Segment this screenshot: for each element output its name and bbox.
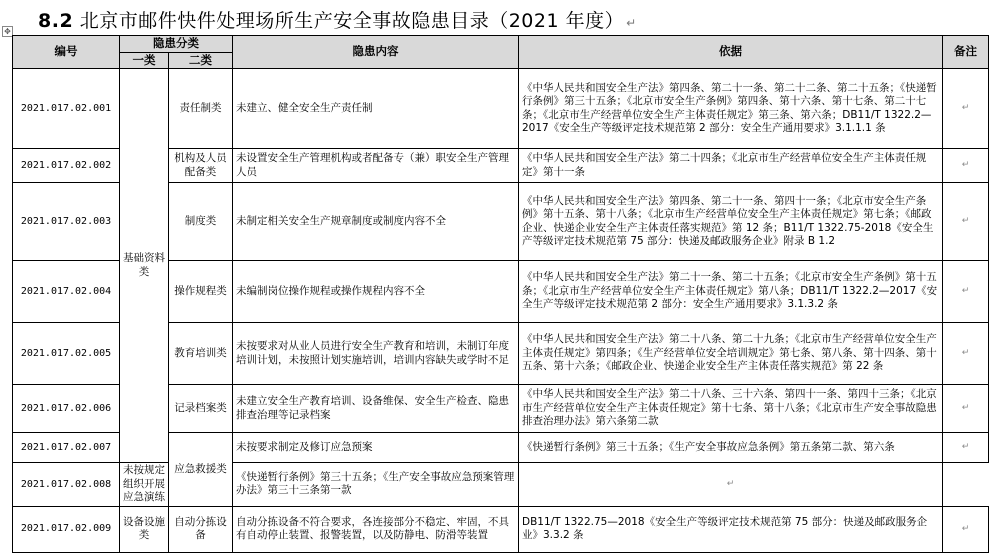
row-remark — [943, 506, 989, 552]
paragraph-mark-icon: ↵ — [961, 403, 970, 414]
row-cat2: 记录档案类 — [169, 385, 233, 433]
row-content: 未建立安全生产教育培训、设备维保、安全生产检查、隐患排查治理等记录档案 — [233, 385, 519, 433]
row-basis: 《中华人民共和国安全生产法》第二十一条、第二十五条；《北京市安全生产条例》第十五条；《北京市生产经营单位安全生产主体责任规定》第八条；DB11/T 1322.2—2017《安全生产等级评定技术规范第 2 部分：安全生产通用要求》3.1.3.2 条 — [519, 261, 943, 323]
header-level2: 二类 — [169, 52, 233, 69]
row-cat2: 操作规程类 — [169, 261, 233, 323]
header-basis: 依据 — [519, 36, 943, 69]
row-content: 未编制岗位操作规程或操作规程内容不全 — [233, 261, 519, 323]
table-move-handle-icon[interactable]: ✥ — [2, 26, 13, 37]
section-number: 8.2 — [38, 10, 74, 32]
table-row — [13, 69, 989, 149]
row-remark — [943, 261, 989, 323]
row-cat2: 机构及人员配备类 — [169, 149, 233, 183]
row-remark — [943, 183, 989, 261]
row-basis: 《快递暂行条例》第三十五条；《生产安全事故应急条例》第五条第二款、第六条 — [519, 433, 943, 463]
paragraph-mark-icon: ↵ — [726, 479, 735, 489]
paragraph-mark-icon: ↵ — [961, 160, 970, 171]
paragraph-mark-icon: ↵ — [961, 348, 970, 359]
row-basis: 《中华人民共和国安全生产法》第二十四条；《北京市生产经营单位安全生产主体责任规定》第十一条 — [519, 149, 943, 183]
row-remark — [943, 385, 989, 433]
row-code: 2021.017.02.008 — [13, 463, 120, 507]
row-code: 2021.017.02.003 — [13, 183, 120, 261]
table-row — [13, 463, 989, 507]
row-remark — [943, 149, 989, 183]
row-cat2: 制度类 — [169, 183, 233, 261]
row-remark — [519, 463, 943, 507]
row-content: 未按要求制定及修订应急预案 — [233, 433, 519, 463]
row-basis: 《中华人民共和国安全生产法》第二十八条、三十六条、第四十一条、第四十三条；《北京市生产经营单位安全生产主体责任规定》第十七条、第十八条；《北京市生产安全事故隐患排查治理办法》第六条第二款 — [519, 385, 943, 433]
header-remark: 备注 — [943, 36, 989, 69]
row-cat2: 教育培训类 — [169, 323, 233, 385]
row-code: 2021.017.02.007 — [13, 433, 120, 463]
row-content: 未设置安全生产管理机构或者配备专（兼）职安全生产管理人员 — [233, 149, 519, 183]
row-content: 自动分拣设备不符合要求，各连接部分不稳定、牢固，不具有自动停止装置、报警装置，以及防静电、防滑等装置 — [233, 506, 519, 552]
header-level1: 一类 — [120, 52, 169, 69]
row-basis: DB11/T 1322.75—2018《安全生产等级评定技术规范第 75 部分：快递及邮政服务企业》3.3.2 条 — [519, 506, 943, 552]
paragraph-mark-icon: ↵ — [961, 442, 970, 453]
header-code: 编号 — [13, 36, 120, 69]
row-remark — [943, 323, 989, 385]
row-remark — [943, 69, 989, 149]
paragraph-mark-icon: ↵ — [626, 16, 637, 30]
row-content: 未按规定组织开展应急演练 — [120, 463, 169, 507]
row-cat2: 责任制类 — [169, 69, 233, 149]
title-text: 北京市邮件快件处理场所生产安全事故隐患目录（2021 年度） — [79, 10, 625, 32]
row-code: 2021.017.02.002 — [13, 149, 120, 183]
row-code: 2021.017.02.005 — [13, 323, 120, 385]
row-content: 未按要求对从业人员进行安全生产教育和培训，未制订年度培训计划，未按照计划实施培训，培训内容缺失或学时不足 — [233, 323, 519, 385]
row-content: 未制定相关安全生产规章制度或制度内容不全 — [233, 183, 519, 261]
row-remark — [943, 433, 989, 463]
row-basis: 《快递暂行条例》第三十五条；《生产安全事故应急预案管理办法》第三十三条第一款 — [233, 463, 519, 507]
table-row — [13, 506, 989, 552]
page-title — [38, 6, 637, 33]
paragraph-mark-icon: ↵ — [961, 103, 970, 114]
header-category: 隐患分类 — [120, 36, 233, 53]
row-code: 2021.017.02.004 — [13, 261, 120, 323]
row-basis: 《中华人民共和国安全生产法》第四条、第二十一条、第二十二条、第二十五条；《快递暂行条例》第三十五条；《北京市安全生产条例》第四条、第十六条、第十七条、第二十七条；《北京市生产经营单位安全生产主体责任规定》第三条、第六条；DB11/T 1322.2—2017《安全生产等级评定技术规范第 2 部分：安全生产通用要求》3.1.1.1 条 — [519, 69, 943, 149]
paragraph-mark-icon: ↵ — [961, 286, 970, 297]
paragraph-mark-icon: ↵ — [961, 216, 970, 227]
row-code: 2021.017.02.009 — [13, 506, 120, 552]
group-basic: 基础资料类 — [120, 69, 169, 463]
row-basis: 《中华人民共和国安全生产法》第二十八条、第二十九条；《北京市生产经营单位安全生产主体责任规定》第四条；《生产经营单位安全培训规定》第七条、第八条、第十四条、第十五条、第十六条；《邮政企业、快递企业安全生产主体责任落实规范》第 22 条 — [519, 323, 943, 385]
row-code: 2021.017.02.006 — [13, 385, 120, 433]
paragraph-mark-icon: ↵ — [961, 523, 970, 534]
row-cat2: 自动分拣设备 — [169, 506, 233, 552]
hazard-table — [12, 35, 989, 553]
header-content: 隐患内容 — [233, 36, 519, 69]
row-content: 未建立、健全安全生产责任制 — [233, 69, 519, 149]
row-cat2: 应急救援类 — [169, 433, 233, 507]
group-equipment: 设备设施类 — [120, 506, 169, 552]
row-basis: 《中华人民共和国安全生产法》第四条、第二十一条、第四十一条；《北京市安全生产条例》第十五条、第十八条；《北京市生产经营单位安全生产主体责任规定》第七条；《邮政企业、快递企业安全生产主体责任落实规范》第 12 条；B11/T 1322.75-2018《安全生产等级评定技术规范第 75 部分：快递及邮政服务企业》附录 B 1.2 — [519, 183, 943, 261]
row-code: 2021.017.02.001 — [13, 69, 120, 149]
